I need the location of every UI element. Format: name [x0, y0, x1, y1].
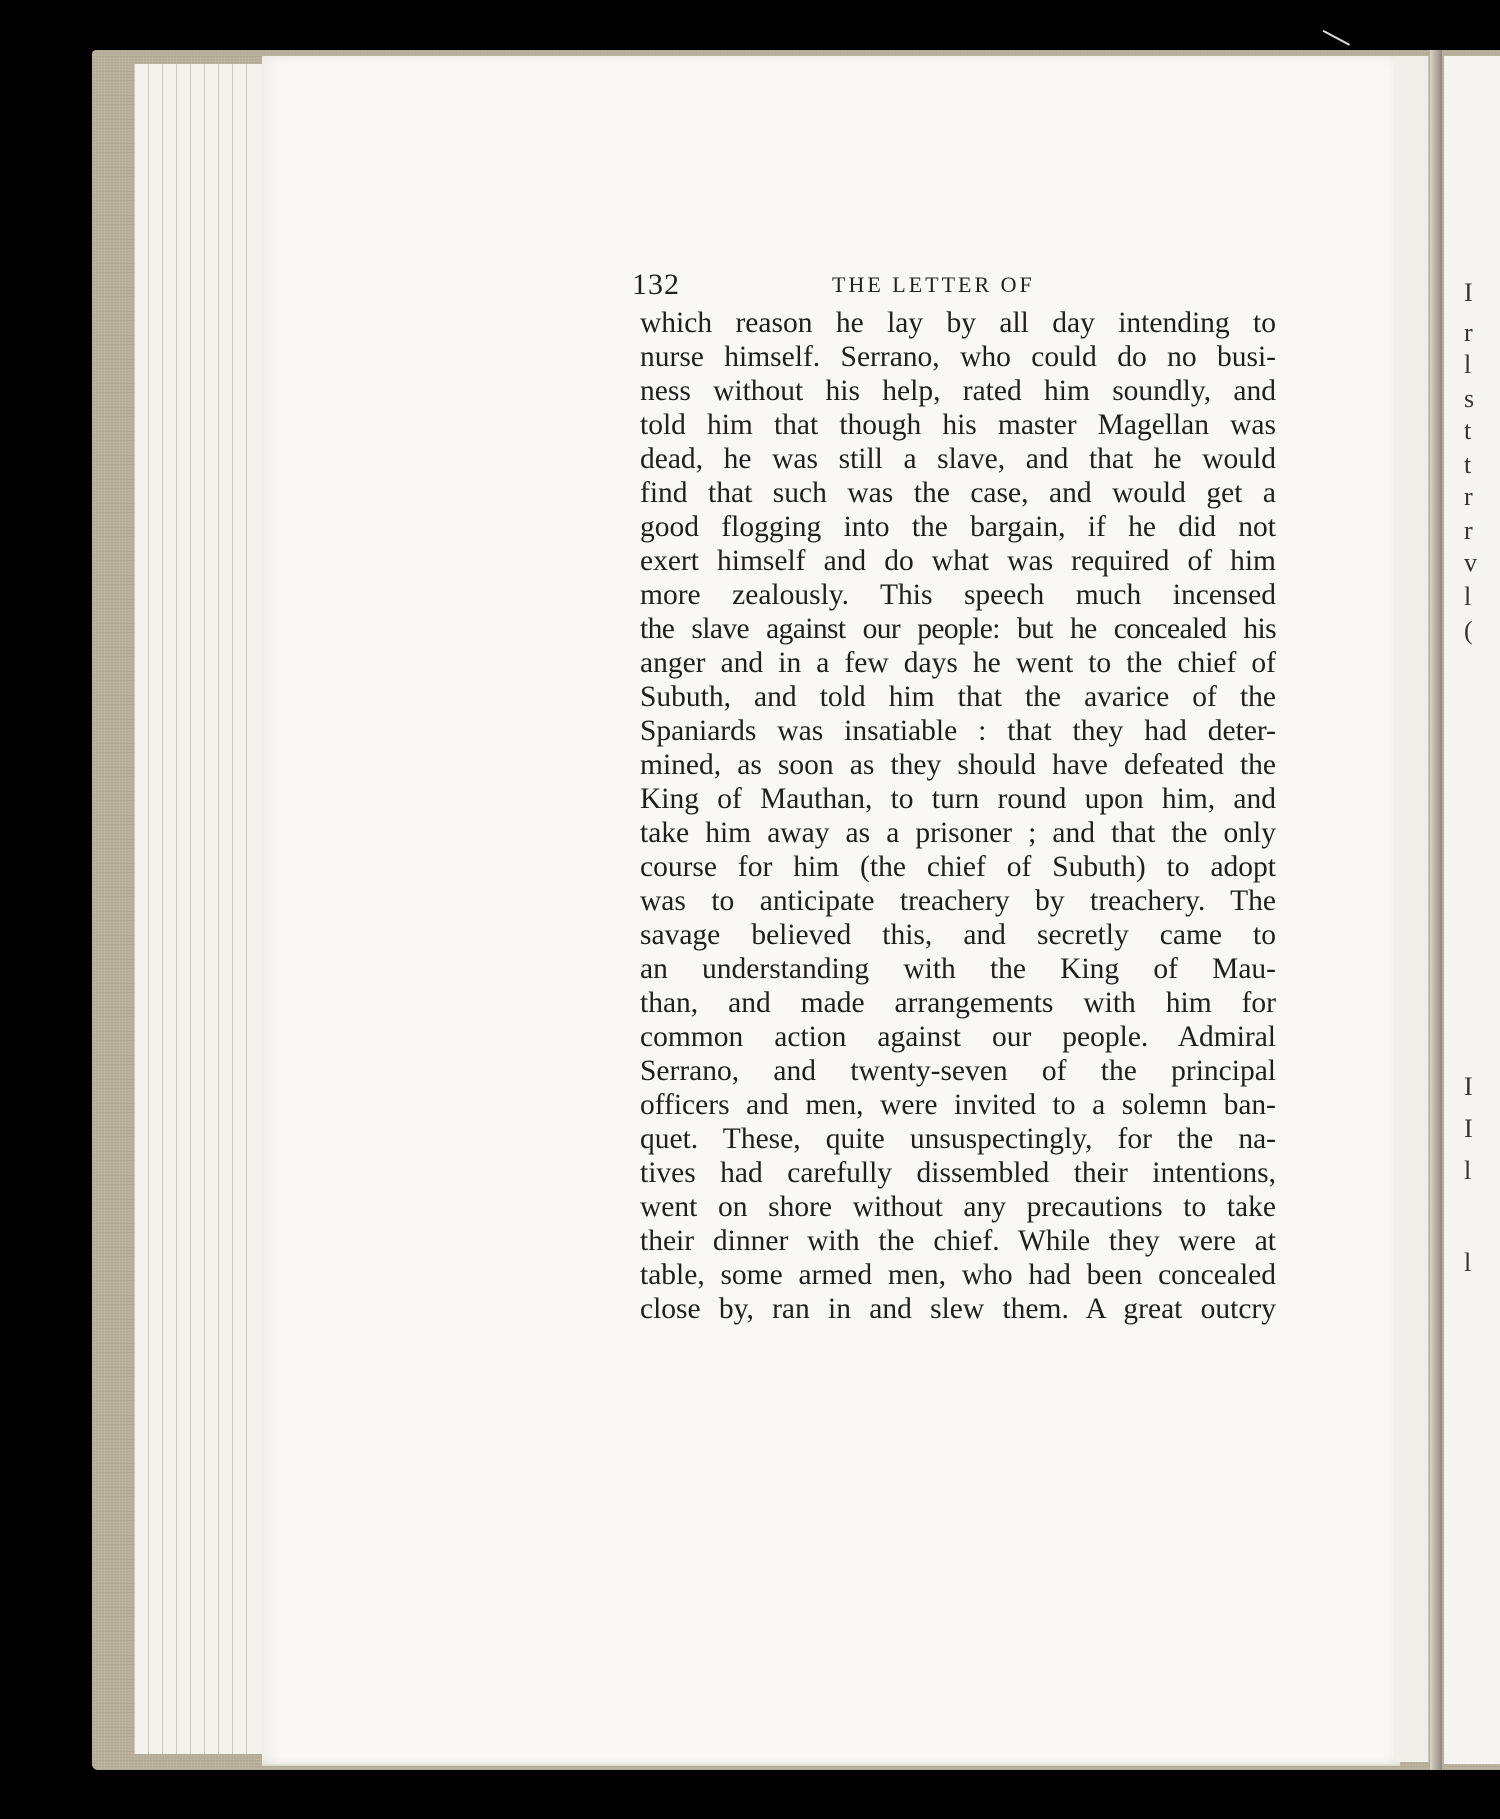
text-line: table, some armed men, who had been concealed	[640, 1259, 1276, 1291]
facing-glyph: I	[1464, 1114, 1473, 1143]
facing-glyph: v	[1464, 548, 1477, 577]
text-line: an understanding with the King of Mau-	[640, 953, 1276, 985]
facing-glyph: l	[1464, 1248, 1472, 1277]
facing-glyph: r	[1464, 516, 1473, 545]
facing-page-fragment	[1444, 56, 1500, 1764]
text-line: than, and made arrangements with him for	[640, 987, 1276, 1019]
facing-glyph: l	[1464, 350, 1472, 379]
text-line: was to anticipate treachery by treachery. The	[640, 885, 1276, 917]
text-line: their dinner with the chief. While they were at	[640, 1225, 1276, 1257]
text-line: common action against our people. Admiral	[640, 1021, 1276, 1053]
text-line: find that such was the case, and would get a	[640, 477, 1276, 509]
facing-glyph: t	[1464, 450, 1472, 479]
text-line: savage believed this, and secretly came to	[640, 919, 1276, 951]
text-line: anger and in a few days he went to the chief of	[640, 647, 1276, 679]
text-line: good flogging into the bargain, if he did not	[640, 511, 1276, 543]
text-line: mined, as soon as they should have defeated the	[640, 749, 1276, 781]
text-line: which reason he lay by all day intending to	[640, 307, 1276, 339]
text-line: take him away as a prisoner ; and that the only	[640, 817, 1276, 849]
text-line: course for him (the chief of Subuth) to adopt	[640, 851, 1276, 883]
facing-glyph: r	[1464, 482, 1473, 511]
facing-glyph: I	[1464, 278, 1473, 307]
text-line: close by, ran in and slew them. A great outcry	[640, 1293, 1276, 1325]
text-line: more zealously. This speech much incensed	[640, 579, 1276, 611]
facing-glyph: s	[1464, 384, 1475, 413]
text-line: Serrano, and twenty-seven of the principal	[640, 1055, 1276, 1087]
facing-glyph: l	[1464, 582, 1472, 611]
facing-glyph: t	[1464, 416, 1472, 445]
text-line: nurse himself. Serrano, who could do no busi-	[640, 341, 1276, 373]
left-page-edges	[134, 64, 274, 1754]
page-header	[632, 262, 1272, 302]
page-number: 132	[632, 268, 680, 301]
text-line: King of Mauthan, to turn round upon him, and	[640, 783, 1276, 815]
text-line: Spaniards was insatiable : that they had deter-	[640, 715, 1276, 747]
text-line: tives had carefully dissembled their intentions,	[640, 1157, 1276, 1189]
text-line: quet. These, quite unsuspectingly, for the na-	[640, 1123, 1276, 1155]
text-line: ness without his help, rated him soundly, and	[640, 375, 1276, 407]
gutter-shadow	[1430, 50, 1442, 1770]
facing-glyph: (	[1464, 616, 1473, 645]
text-line: went on shore without any precautions to take	[640, 1191, 1276, 1223]
text-line: exert himself and do what was required of him	[640, 545, 1276, 577]
facing-glyph: I	[1464, 1072, 1473, 1101]
text-line: dead, he was still a slave, and that he would	[640, 443, 1276, 475]
text-line: told him that though his master Magellan was	[640, 409, 1276, 441]
body-text	[640, 306, 1276, 1326]
facing-glyph: r	[1464, 318, 1473, 347]
text-line: the slave against our people: but he concealed his	[640, 613, 1276, 645]
facing-glyph: l	[1464, 1156, 1472, 1185]
text-line: Subuth, and told him that the avarice of the	[640, 681, 1276, 713]
running-head: THE LETTER OF	[832, 272, 1035, 297]
text-line: officers and men, were invited to a solemn ban-	[640, 1089, 1276, 1121]
